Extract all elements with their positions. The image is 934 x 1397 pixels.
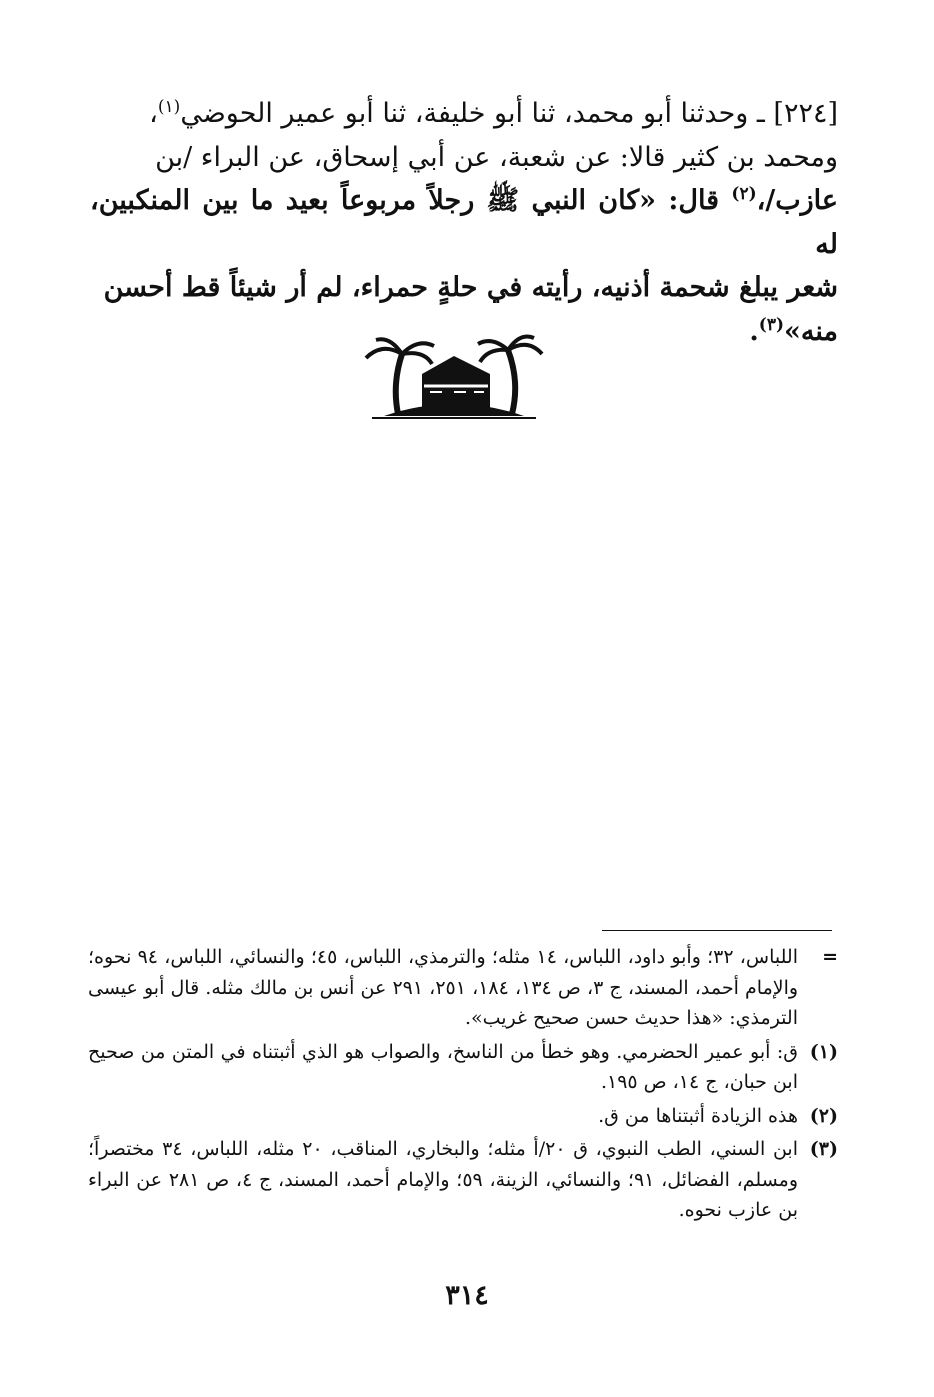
footnote-text: هذه الزيادة أثبتناها من ق. bbox=[598, 1104, 798, 1127]
footnote-mark: = bbox=[822, 946, 838, 968]
hadith-line: ومحمد بن كثير قالا: عن شعبة، عن أبي إسحاق، عن البراء /بن bbox=[155, 141, 838, 173]
hadith-text bbox=[90, 92, 838, 353]
footnote-text: اللباس، ٣٢؛ وأبو داود، اللباس، ١٤ مثله؛ والترمذي، اللباس، ٤٥؛ والنسائي، اللباس، ٩٤ نحوه؛ والإمام أحمد، المسند، ج ٣، ص ١٣٤، ١٨٤، ٢٥١، ٢٩١ عن أنس بن مالك مثله. قال أبو عيسى الترمذي: «هذا حديث حسن صحيح غريب». bbox=[88, 946, 799, 1029]
footnote-mark: (١) bbox=[809, 1040, 838, 1063]
footnote-text: ابن السني، الطب النبوي، ق ٢٠/أ مثله؛ والبخاري، المناقب، ٢٠ مثله، اللباس، ٣٤ مختصراً؛ ومسلم، الفضائل، ٩١؛ والنسائي، الزينة، ٥٩؛ والإمام أحمد، المسند، ج ٤، ص ٢٨١ عن البراء بن عازب نحوه. bbox=[88, 1138, 798, 1221]
page-number: ٣١٤ bbox=[445, 1280, 489, 1311]
footnote-mark: (٢) bbox=[809, 1104, 838, 1127]
footnote-continuation bbox=[88, 942, 838, 1034]
footnote-ref: (١) bbox=[157, 97, 181, 117]
footnote-1 bbox=[88, 1037, 838, 1098]
footnotes bbox=[88, 942, 838, 1229]
footnote-mark: (٣) bbox=[809, 1138, 838, 1160]
footnote-text: ق: أبو عمير الحضرمي. وهو خطأ من الناسخ، والصواب هو الذي أثبتناه في المتن من صحيح ابن حبان، ج ١٤، ص ١٩٥. bbox=[88, 1040, 798, 1093]
hadith-matn-line: شعر يبلغ شحمة أذنيه، رأيته في حلةٍ حمراء، لم أر شيئاً قط أحسن bbox=[103, 272, 838, 303]
hadith-line: [٢٢٤] ـ وحدثنا أبو محمد، ثنا أبو خليفة، ثنا أبو عمير الحوضي$^{(١)}$، bbox=[149, 97, 838, 129]
hadith-matn-line: منه»$^{(٣)}$. bbox=[749, 314, 838, 347]
footnote-separator bbox=[602, 930, 832, 931]
footnote-ref: (٢) bbox=[731, 184, 757, 204]
footnote-ref: (٣) bbox=[758, 314, 785, 335]
footnote-3 bbox=[88, 1134, 838, 1226]
footnote-2 bbox=[88, 1101, 838, 1132]
palm-trees-kaaba-icon bbox=[362, 334, 546, 422]
hadith-matn-line: عازب/،$^{(٢)}$ قال: «كان النبي ﷺ رجلاً مربوعاً بعيد ما بين المنكبين، له bbox=[90, 184, 839, 260]
